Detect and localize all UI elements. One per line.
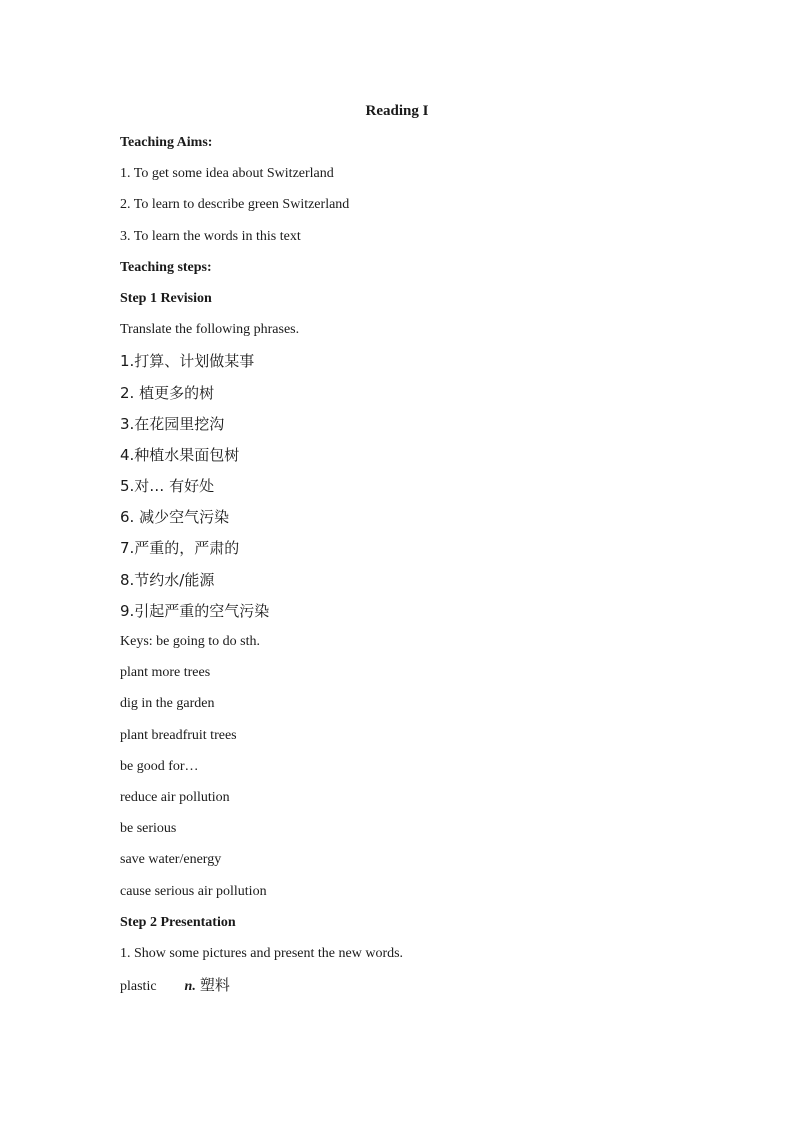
translation-item: 7.严重的，严肃的 <box>120 539 240 558</box>
text-line: plant breadfruit trees <box>120 727 237 743</box>
text-line: reduce air pollution <box>120 789 230 805</box>
section-heading: Teaching Aims: <box>120 135 213 150</box>
translation-item: 8.节约水/能源 <box>120 570 215 589</box>
translation-item: 1.打算、计划做某事 <box>120 352 255 371</box>
section-heading: Step 1 Revision <box>120 290 212 306</box>
text-line: Keys: be going to do sth. <box>120 634 260 649</box>
text-line: 3. To learn the words in this text <box>120 228 301 244</box>
page-title: Reading I <box>365 103 429 119</box>
text-line: plant more trees <box>120 665 211 681</box>
text-line: cause serious air pollution <box>120 883 267 899</box>
document-body <box>120 132 680 1005</box>
text-line: 1. To get some idea about Switzerland <box>120 166 334 182</box>
vocab-entry <box>120 974 680 1005</box>
text-line: save water/energy <box>120 852 222 868</box>
section-heading: Step 2 Presentation <box>120 914 236 930</box>
text-line: be good for… <box>120 758 199 774</box>
text-line: 2. To learn to describe green Switzerland <box>120 197 350 213</box>
text-line: dig in the garden <box>120 696 215 712</box>
translation-item: 3.在花园里挖沟 <box>120 414 225 433</box>
translation-item: 9.引起严重的空气污染 <box>120 601 270 620</box>
section-heading: Teaching steps: <box>120 259 212 275</box>
vocab-pos: n. <box>184 979 196 995</box>
vocab-word: plastic <box>120 979 157 995</box>
translation-item: 4.种植水果面包树 <box>120 445 240 464</box>
translation-item: 6. 减少空气污染 <box>120 508 230 527</box>
vocab-meaning: 塑料 <box>199 976 230 995</box>
translation-item: 2. 植更多的树 <box>120 383 215 402</box>
text-line: Translate the following phrases. <box>120 322 300 338</box>
text-line: be serious <box>120 821 177 837</box>
translation-item: 5.对… 有好处 <box>120 477 215 496</box>
text-line: 1. Show some pictures and present the new words. <box>120 945 404 961</box>
